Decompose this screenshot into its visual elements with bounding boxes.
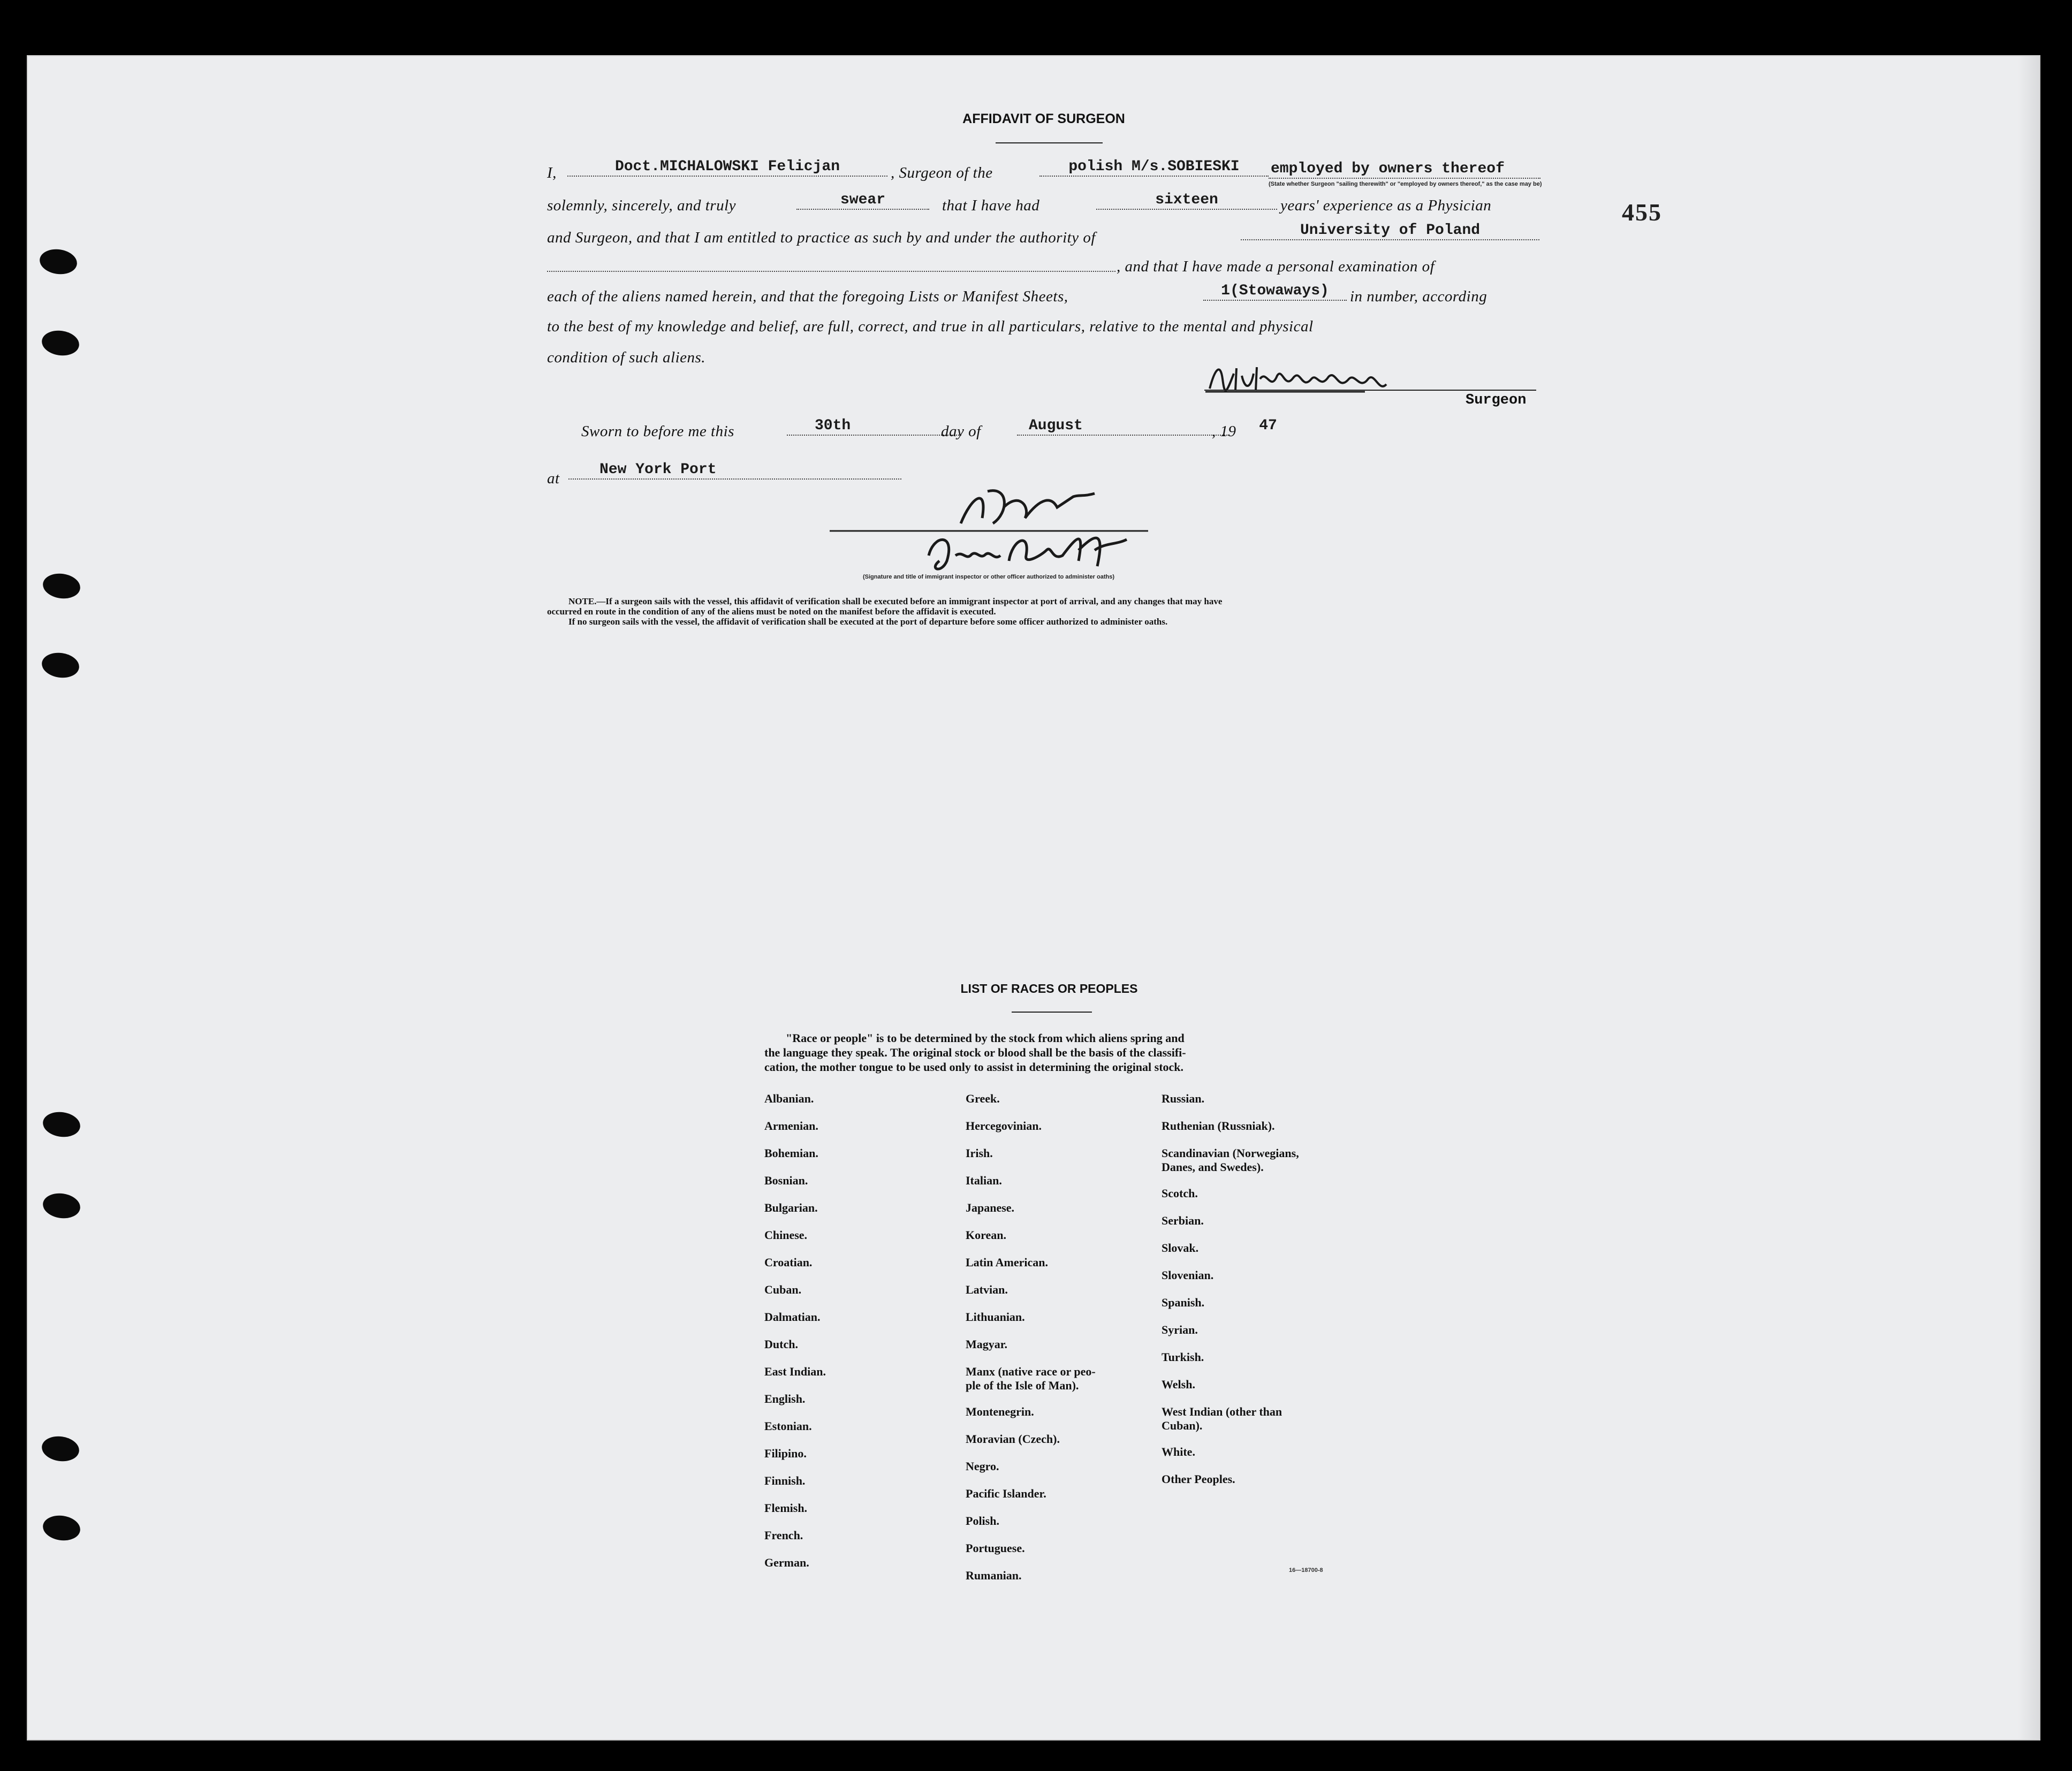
race-item: Welsh. (1162, 1378, 1195, 1391)
race-item: Hercegovinian. (966, 1119, 1042, 1132)
races-title: LIST OF RACES OR PEOPLES (960, 982, 1138, 995)
races-column-1 (764, 1092, 826, 1583)
surgeon-label: Surgeon (1466, 392, 1527, 408)
sworn-year-field: 47 (1259, 417, 1277, 434)
race-item: Armenian. (764, 1119, 818, 1132)
race-item: Pacific Islander. (966, 1487, 1046, 1500)
sheets-field: 1(Stowaways) (1203, 283, 1347, 301)
sworn-day-of: day of (941, 423, 981, 440)
race-item: Dutch. (764, 1337, 798, 1351)
race-item: Russian. (1162, 1092, 1205, 1105)
race-item: Bosnian. (764, 1174, 808, 1187)
race-item: Scandinavian (Norwegians, Danes, and Swedes). (1162, 1146, 1299, 1174)
race-item: Estonian. (764, 1419, 812, 1433)
surgeon-status-note: (State whether Surgeon "sailing therewith" or "employed by owners thereof," as the case may be) (1269, 181, 1542, 187)
race-item: Montenegrin. (966, 1405, 1034, 1418)
affidavit-line2-suffix: years' experience as a Physician (1280, 197, 1492, 214)
page-edge-shadow (2018, 56, 2039, 1739)
form-code: 16—18700-8 (1289, 1567, 1323, 1574)
race-item: Syrian. (1162, 1323, 1198, 1336)
race-item: French. (764, 1529, 803, 1542)
race-item: Slovenian. (1162, 1268, 1214, 1282)
sworn-prefix: Sworn to before me this (581, 423, 734, 440)
races-column-2 (966, 1092, 1096, 1596)
race-item: Chinese. (764, 1228, 808, 1242)
race-item: Irish. (966, 1146, 993, 1160)
surgeon-name-field: Doct.MICHALOWSKI Felicjan (567, 158, 887, 177)
race-item: West Indian (other than Cuban). (1162, 1405, 1282, 1432)
note-line2: occurred en route in the condition of any of the aliens must be noted on the manifest before the affidavit is executed. (547, 606, 996, 617)
race-item: Magyar. (966, 1337, 1008, 1351)
race-item: Rumanian. (966, 1569, 1022, 1582)
title-underline (996, 142, 1103, 143)
port-field: New York Port (568, 461, 901, 480)
races-intro-line1: "Race or people" is to be determined by the stock from which aliens spring and (786, 1031, 1185, 1045)
race-item: Serbian. (1162, 1214, 1204, 1227)
note-line1: NOTE.—If a surgeon sails with the vessel, this affidavit of verification shall be executed before an immigrant inspector at port of arrival, and any changes that may have (568, 596, 1223, 606)
race-item: Slovak. (1162, 1241, 1199, 1255)
affidavit-title: AFFIDAVIT OF SURGEON (962, 111, 1125, 126)
affidavit-line1-mid: , Surgeon of the (891, 164, 993, 181)
race-item: Moravian (Czech). (966, 1432, 1060, 1446)
sworn-year-prefix: , 19 (1212, 423, 1236, 440)
race-item: Negro. (966, 1460, 999, 1473)
at-prefix: at (547, 470, 560, 487)
race-item: Lithuanian. (966, 1310, 1025, 1324)
races-title-underline (1012, 1012, 1092, 1013)
race-item: Dalmatian. (764, 1310, 821, 1324)
races-intro-line2: the language they speak. The original stock or blood shall be the basis of the classifi- (764, 1046, 1186, 1059)
races-intro (764, 1031, 1353, 1074)
race-item: English. (764, 1392, 806, 1405)
affidavit-line5-suffix: in number, according (1350, 288, 1487, 305)
surgeon-signature-line (1204, 390, 1536, 391)
race-item: Polish. (966, 1514, 999, 1527)
vessel-name-field: polish M/s.SOBIESKI (1039, 158, 1269, 177)
race-item: Portuguese. (966, 1541, 1025, 1555)
race-item: Korean. (966, 1228, 1006, 1242)
authority-continuation-line (547, 271, 1115, 272)
race-item: Spanish. (1162, 1296, 1205, 1309)
races-column-3 (1162, 1092, 1299, 1500)
affidavit-line2-prefix: solemnly, sincerely, and truly (547, 197, 737, 214)
affidavit-line6: to the best of my knowledge and belief, are full, correct, and true in all particulars, relative to the mental and physical (547, 318, 1314, 335)
inspector-signature (827, 475, 1191, 582)
race-item: Ruthenian (Russniak). (1162, 1119, 1275, 1132)
sworn-month-field: August (1017, 417, 1229, 436)
employed-by-field: employed by owners thereof (1269, 161, 1540, 179)
race-item: Scotch. (1162, 1187, 1198, 1200)
affidavit-line3-prefix: and Surgeon, and that I am entitled to practice as such by and under the authority of (547, 229, 1096, 246)
race-item: Latin American. (966, 1256, 1048, 1269)
surgeon-signature (1204, 358, 1483, 400)
affidavit-line2-mid: that I have had (942, 197, 1040, 214)
race-item: German. (764, 1556, 809, 1569)
sworn-day-field: 30th (787, 417, 961, 436)
race-item: Filipino. (764, 1447, 807, 1460)
affidavit-line1-prefix: I, (547, 164, 557, 181)
race-item: Other Peoples. (1162, 1472, 1235, 1486)
affidavit-line5-prefix: each of the aliens named herein, and that the foregoing Lists or Manifest Sheets, (547, 288, 1068, 305)
race-item: Italian. (966, 1174, 1002, 1187)
authority-field: University of Poland (1241, 222, 1539, 240)
race-item: East Indian. (764, 1365, 826, 1378)
race-item: Latvian. (966, 1283, 1008, 1296)
race-item: Croatian. (764, 1256, 813, 1269)
race-item: Albanian. (764, 1092, 814, 1105)
race-item: White. (1162, 1445, 1195, 1458)
race-item: Cuban. (764, 1283, 802, 1296)
race-item: Bulgarian. (764, 1201, 818, 1214)
page-number: 455 (1622, 199, 1662, 226)
years-field: sixteen (1096, 192, 1277, 210)
affidavit-line7: condition of such aliens. (547, 349, 706, 366)
race-item: Finnish. (764, 1474, 806, 1487)
race-item: Bohemian. (764, 1146, 818, 1160)
race-item: Manx (native race or peo- ple of the Isle of Man). (966, 1365, 1096, 1392)
race-item: Flemish. (764, 1501, 808, 1515)
affidavit-line4: , and that I have made a personal examination of (1117, 258, 1435, 275)
oath-field: swear (796, 192, 929, 210)
races-intro-line3: cation, the mother tongue to be used only to assist in determining the original stock. (764, 1060, 1184, 1074)
inspector-caption: (Signature and title of immigrant inspector or other officer authorized to administer oaths) (863, 574, 1114, 580)
race-item: Japanese. (966, 1201, 1015, 1214)
race-item: Greek. (966, 1092, 1000, 1105)
note-line3: If no surgeon sails with the vessel, the affidavit of verification shall be executed at the port of departure before some officer authorized to administer oaths. (568, 617, 1168, 627)
race-item: Turkish. (1162, 1350, 1204, 1364)
